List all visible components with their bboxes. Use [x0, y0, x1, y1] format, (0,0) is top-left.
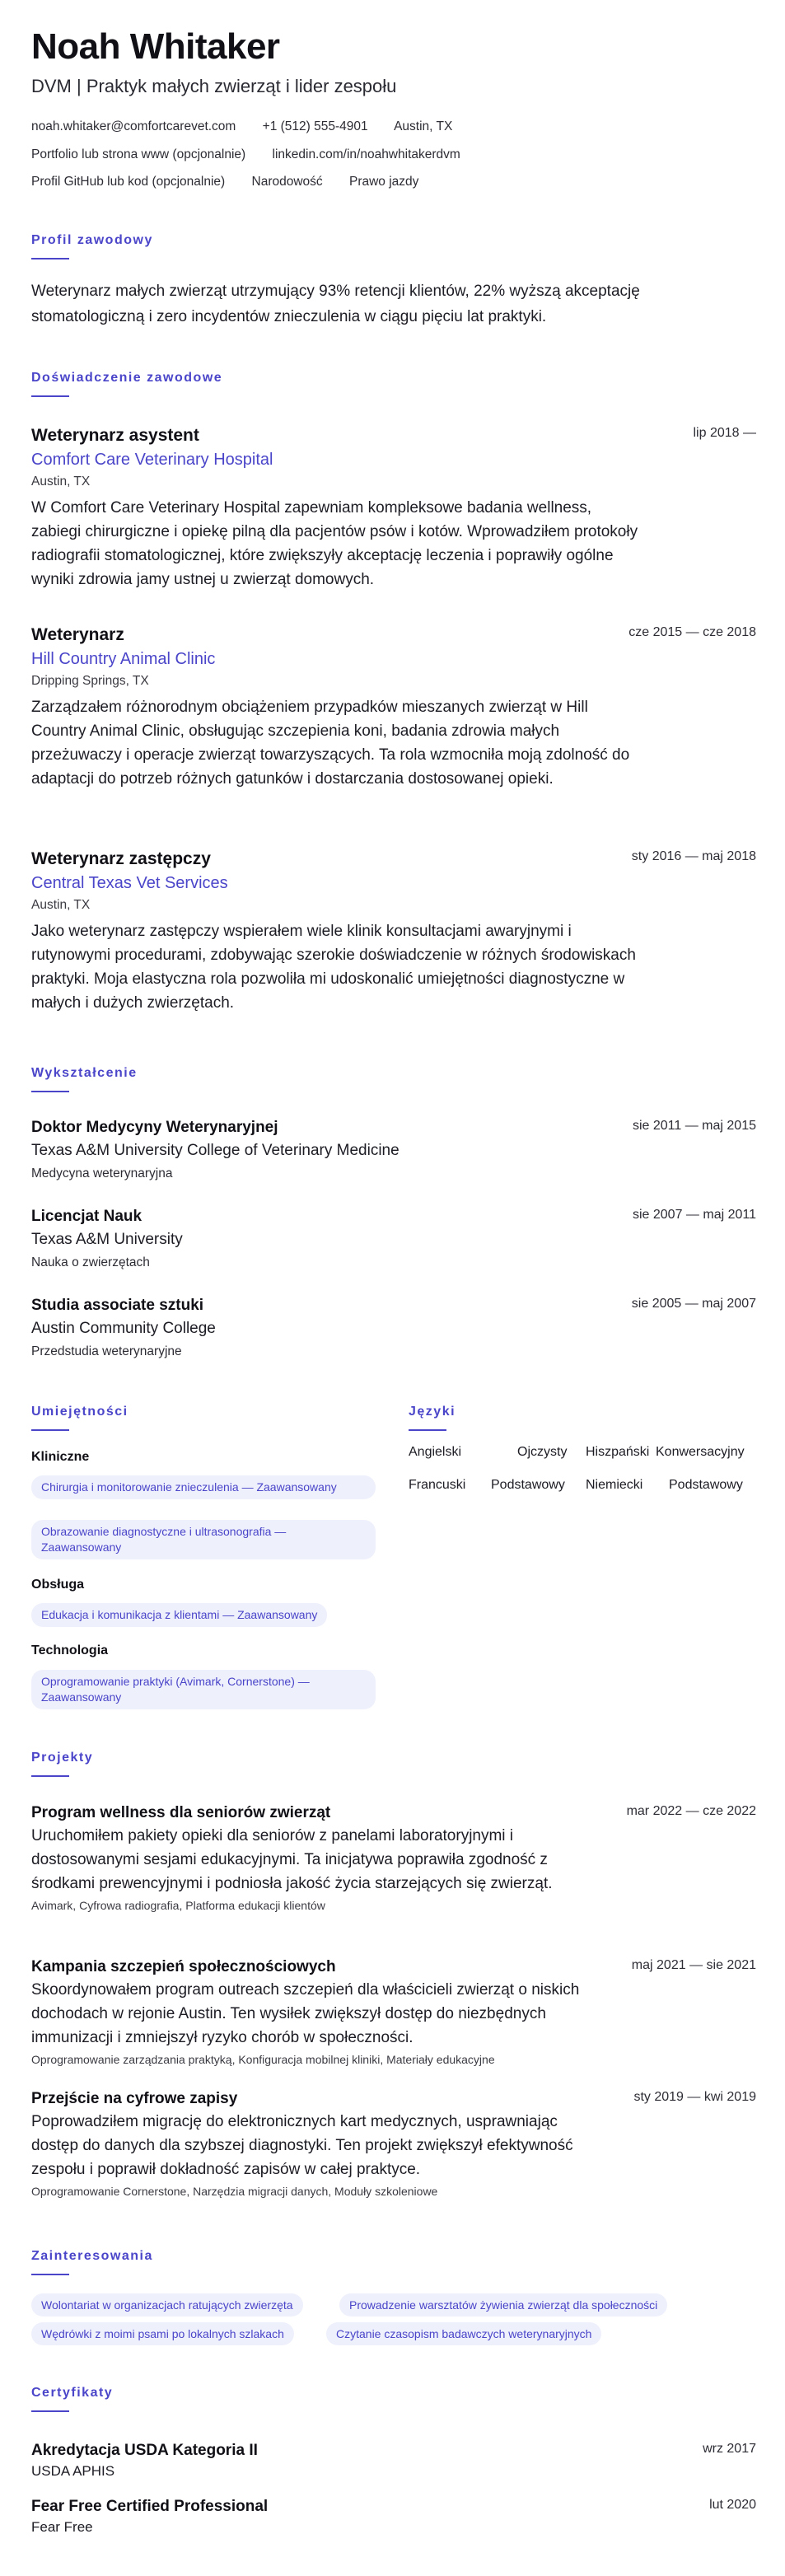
project-dates: sty 2019 — kwi 2019 [633, 2090, 756, 2104]
job-description: W Comfort Care Veterinary Hospital zapewniam kompleksowe badania wellness, zabiegi chirurgiczne i opiekę pilną dla pacjentów psów i kotów. Wprowadziłem protokoły radiografii stomatologicznej, które zwiększyły akceptację leczenia i poprawiły ogólne wyniki zdrowia jamy ustnej u zwierząt domowych. [31, 499, 638, 588]
section-title-skills: Umiejętności [31, 1405, 128, 1419]
certificate-issuer: Fear Free [31, 2519, 93, 2535]
project-technologies: Avimark, Cyfrowa radiografia, Platforma edukacji klientów [31, 1899, 325, 1912]
linkedin-link[interactable]: linkedin.com/in/noahwhitakerdvm [272, 147, 460, 161]
experience-item [31, 625, 756, 791]
language-level: Ojczysty [517, 1445, 568, 1459]
certificate-date: wrz 2017 [703, 2442, 756, 2456]
section-title-projects: Projekty [31, 1751, 94, 1765]
education-item [31, 1208, 756, 1270]
school-name: Texas A&M University College of Veterinary Medicine [31, 1142, 400, 1159]
skill-pill: Oprogramowanie praktyki (Avimark, Cornerstone) — Zaawansowany [31, 1670, 376, 1709]
job-location: Austin, TX [31, 898, 91, 912]
project-item [31, 1958, 756, 2066]
job-title: Weterynarz [31, 625, 124, 644]
section-title-education: Wykształcenie [31, 1066, 138, 1080]
project-item [31, 1804, 756, 1912]
experience-item [31, 426, 756, 591]
interest-pill: Czytanie czasopism badawczych weterynaryjnych [326, 2322, 601, 2345]
degree-title: Studia associate sztuki [31, 1297, 204, 1314]
language-level: Podstawowy [669, 1478, 743, 1492]
language-name: Niemiecki [586, 1478, 643, 1492]
section-title-certificates: Certyfikaty [31, 2386, 114, 2400]
job-dates: sty 2016 — maj 2018 [631, 849, 756, 863]
email-link[interactable]: noah.whitaker@comfortcarevet.com [31, 119, 236, 133]
project-title: Program wellness dla seniorów zwierząt [31, 1804, 331, 1821]
section-title-interests: Zainteresowania [31, 2249, 153, 2263]
contact-row-primary [31, 119, 475, 134]
job-description: Zarządzałem różnorodnym obciążeniem przypadków mieszanych zwierząt w Hill Country Animal Clinic, obsługując szczepienia koni, badania zdrowia małych przeżuwaczy i operacje zwierząt towarzyszących. Ta rola wzmocniła moją zdolność do adaptacji do potrzeb różnych gatunków i dostarczania dostosowanej opieki. [31, 699, 630, 788]
education-dates: sie 2007 — maj 2011 [632, 1208, 756, 1222]
skill-group-technology: Technologia [31, 1643, 109, 1657]
profile-summary: Weterynarz małych zwierząt utrzymujący 93% retencji klientów, 22% wyższą akceptację stomatologiczną i zero incydentów znieczulenia w ciągu pięciu lat praktyki. [31, 283, 640, 325]
education-dates: sie 2011 — maj 2015 [632, 1119, 756, 1133]
job-description: Jako weterynarz zastępczy wspierałem wiele klinik konsultacjami awaryjnymi i rutynowymi procedurami, zdobywając szerokie doświadczenie w różnych środowiskach praktyki. Moja elastyczna rola pozwoliła mi udoskonalić umiejętności diagnostyczne w małych i dużych zwierzętach. [31, 923, 636, 1012]
project-description: Uruchomiłem pakiety opieki dla seniorów z panelami laboratoryjnymi i dostosowanymi sesjami edukacyjnymi. Ta inicjatywa poprawiła zgodność z środkami prewencyjnymi i podniosła jakość życia starzejących się zwierząt. [31, 1827, 553, 1892]
certificate-item [31, 2498, 756, 2536]
field-of-study: Medycyna weterynaryjna [31, 1166, 173, 1180]
company-name[interactable]: Comfort Care Veterinary Hospital [31, 451, 273, 469]
school-name: Austin Community College [31, 1320, 216, 1337]
github-link[interactable]: Profil GitHub lub kod (opcjonalnie) [31, 175, 226, 189]
phone-link[interactable]: +1 (512) 555-4901 [262, 119, 368, 133]
section-title-profile: Profil zawodowy [31, 233, 153, 247]
candidate-name: Noah Whitaker [31, 26, 280, 67]
candidate-headline: DVM | Praktyk małych zwierząt i lider zespołu [31, 76, 397, 96]
job-dates: cze 2015 — cze 2018 [628, 625, 756, 639]
skill-pill: Edukacja i komunikacja z klientami — Zaawansowany [31, 1603, 327, 1627]
project-title: Przejście na cyfrowe zapisy [31, 2090, 238, 2107]
skill-group-service: Obsługa [31, 1578, 85, 1592]
company-name[interactable]: Central Texas Vet Services [31, 874, 228, 892]
project-description: Poprowadziłem migrację do elektronicznych kart medycznych, usprawniając dostęp do danych dla szybszej diagnostyki. Ten projekt zwiększył efektywność zespołu i poprawił dokładność zapisów w całej praktyce. [31, 2113, 573, 2178]
project-technologies: Oprogramowanie zarządzania praktyką, Konfiguracja mobilnej kliniki, Materiały edukacyjne [31, 2053, 495, 2066]
company-name[interactable]: Hill Country Animal Clinic [31, 650, 216, 668]
project-technologies: Oprogramowanie Cornerstone, Narzędzia migracji danych, Moduły szkoleniowe [31, 2185, 438, 2198]
degree-title: Doktor Medycyny Weterynaryjnej [31, 1119, 278, 1136]
interest-pill: Wędrówki z moimi psami po lokalnych szlakach [31, 2322, 294, 2345]
project-dates: mar 2022 — cze 2022 [626, 1804, 756, 1818]
education-dates: sie 2005 — maj 2007 [631, 1297, 756, 1311]
portfolio-link[interactable]: Portfolio lub strona www (opcjonalnie) [31, 147, 246, 161]
education-item [31, 1297, 756, 1359]
degree-title: Licencjat Nauk [31, 1208, 143, 1225]
job-location: Dripping Springs, TX [31, 674, 149, 688]
skill-group-clinical: Kliniczne [31, 1450, 90, 1464]
certificate-issuer: USDA APHIS [31, 2463, 115, 2479]
project-description: Skoordynowałem program outreach szczepień dla właścicieli zwierząt o niskich dochodach w rejonie Austin. Ten wysiłek zwiększył dostęp do niezbędnych immunizacji i zmniejszył ryzyko chorób w społeczności. [31, 1981, 580, 2046]
job-dates: lip 2018 — [693, 426, 756, 440]
education-item [31, 1119, 756, 1181]
location-text: Austin, TX [394, 119, 453, 133]
certificate-title: Fear Free Certified Professional [31, 2498, 269, 2515]
language-level: Konwersacyjny [656, 1445, 745, 1459]
job-title: Weterynarz zastępczy [31, 849, 211, 868]
driving-license-text: Prawo jazdy [348, 175, 419, 189]
certificate-date: lut 2020 [709, 2498, 756, 2512]
contact-row-extra [31, 175, 442, 189]
project-title: Kampania szczepień społecznościowych [31, 1958, 336, 1975]
field-of-study: Przedstudia weterynaryjne [31, 1344, 182, 1358]
certificate-title: Akredytacja USDA Kategoria II [31, 2442, 258, 2459]
field-of-study: Nauka o zwierzętach [31, 1255, 150, 1269]
certificate-item [31, 2442, 756, 2480]
project-item [31, 2090, 756, 2198]
language-name: Francuski [409, 1478, 466, 1492]
interest-pill: Prowadzenie warsztatów żywienia zwierząt dla społeczności [339, 2293, 667, 2317]
nationality-text: Narodowość [251, 175, 323, 189]
language-name: Hiszpański [586, 1445, 650, 1459]
job-location: Austin, TX [31, 475, 91, 489]
experience-item [31, 849, 756, 1015]
contact-row-links [31, 147, 484, 162]
language-level: Podstawowy [491, 1478, 565, 1492]
school-name: Texas A&M University [31, 1231, 183, 1248]
language-name: Angielski [409, 1445, 462, 1459]
section-title-languages: Języki [409, 1405, 456, 1419]
section-title-experience: Doświadczenie zawodowe [31, 371, 223, 385]
skill-pill: Obrazowanie diagnostyczne i ultrasonografia — Zaawansowany [31, 1520, 376, 1559]
project-dates: maj 2021 — sie 2021 [631, 1958, 756, 1972]
job-title: Weterynarz asystent [31, 426, 199, 445]
skill-pill: Chirurgia i monitorowanie znieczulenia — Zaawansowany [31, 1475, 376, 1499]
interest-pill: Wolontariat w organizacjach ratujących zwierzęta [31, 2293, 303, 2317]
